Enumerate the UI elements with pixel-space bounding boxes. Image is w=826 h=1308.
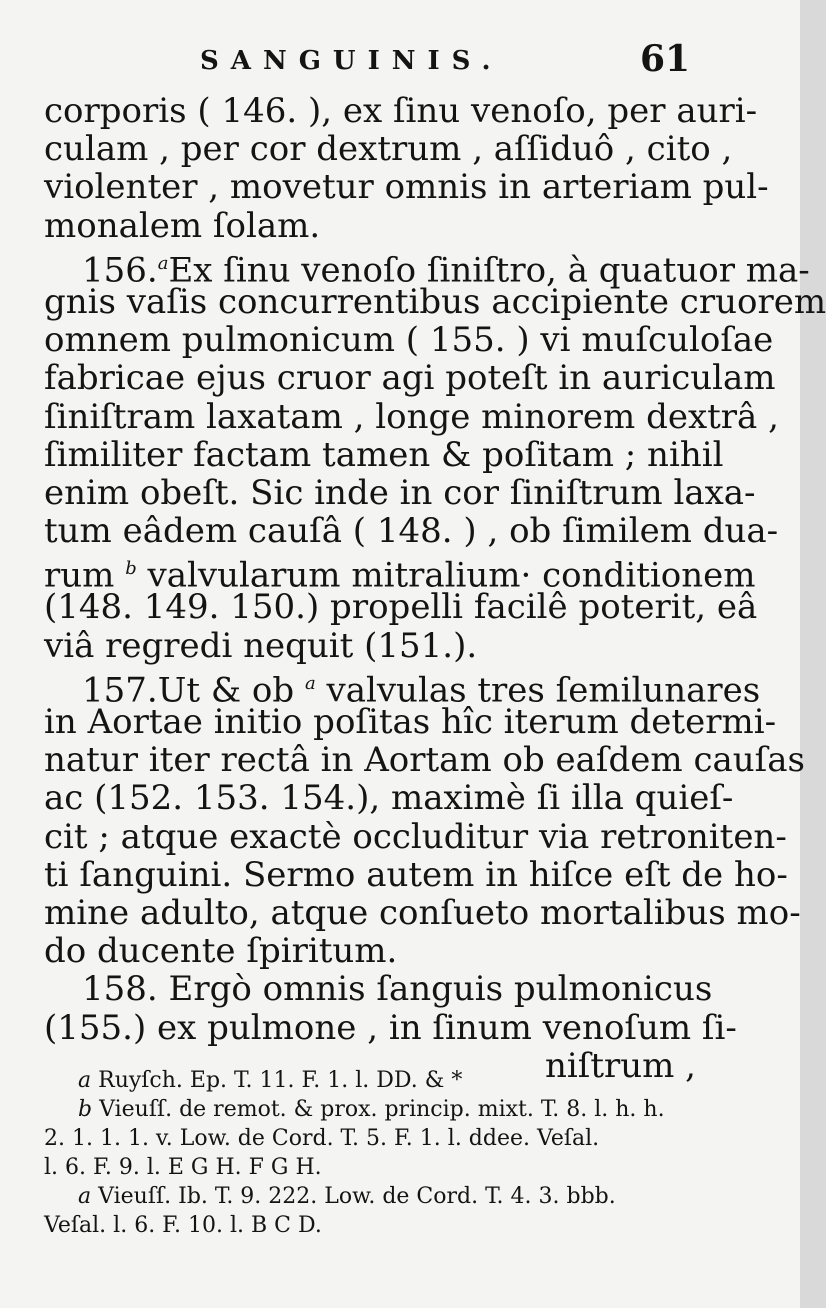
line-text: (155.) ex pulmone , in ſinum venoſum ſi- [44,1007,737,1048]
text-line [44,854,788,895]
text-line [44,587,758,628]
text-line [44,207,704,245]
text-line [44,281,826,322]
line-text: Ex ſinu venoſo ſiniſtro, à quatuor ma- [168,250,810,291]
text-line [44,702,777,742]
running-head: SANGUINIS. [200,46,503,76]
line-text: culam , per cor dextrum , aſſiduô , cito , [44,129,733,170]
line-text: valvulas tres ſemilunares [315,670,761,711]
footnote-marker: b [125,558,137,580]
footnote-line [44,1066,704,1095]
line-text: mine adulto, atque conſueto mortalibus mo- [44,892,801,933]
footnote-line [44,1211,704,1240]
footnote-line [44,1182,704,1211]
footnote-text: 2. 1. 1. 1. v. Low. de Cord. T. 5. F. 1. l. ddee. Veſal. [44,1126,600,1151]
text-line [44,129,733,170]
text-line [44,396,779,437]
text-line [44,320,774,361]
footnote-line [44,1124,704,1153]
text-line [44,472,756,513]
text-line [44,511,779,552]
text-line [44,245,810,291]
line-text: gnis vaſis concurrentibus accipiente cruorem [44,281,826,322]
text-line [44,434,724,475]
line-text: corporis ( 146. ), ex ſinu venoſo, per auri- [44,91,758,131]
paragraph-number: 157. [82,670,158,711]
text-line [44,665,761,711]
line-text: ac (152. 153. 154.), maximè ſi illa quieſ- [44,778,734,819]
line-text: in Aortae initio poſitas hîc iterum determi- [44,702,777,742]
text-line [44,358,776,399]
text-line [44,740,805,781]
line-text: (148. 149. 150.) propelli facilê poterit, eâ [44,587,758,628]
line-text: ſiniſtram laxatam , longe minorem dextrâ , [44,396,779,437]
line-text: do ducente ſpiritum. [44,931,398,972]
footnote-text: l. 6. F. 9. l. E G H. F G H. [44,1155,322,1180]
line-text: ti ſanguini. Sermo autem in hiſce eſt de ho- [44,854,788,895]
footnotes [44,1066,704,1240]
footnote-marker: a [304,672,316,694]
text-line [44,167,769,208]
line-text: tum eâdem cauſâ ( 148. ) , ob ſimilem dua- [44,511,779,552]
footnote-text: Ruyſch. Ep. T. 11. F. 1. l. DD. & * [98,1068,463,1093]
line-text: cit ; atque exactè occluditur via retroniten- [44,816,787,857]
text-line [44,550,756,596]
line-text: Ergò omnis ſanguis pulmonicus [168,969,713,1010]
text-line [44,627,704,665]
text-line [44,969,713,1010]
footnote-text: Veſal. l. 6. F. 10. l. B C D. [44,1213,322,1238]
line-text: rum [44,555,126,596]
line-text: ſimiliter factam tamen & poſitam ; nihil [44,434,724,475]
footnote-text: Vieuſſ. Ib. T. 9. 222. Low. de Cord. T. 4. 3. bbb. [98,1184,616,1209]
paragraph-number: 158. [82,969,158,1010]
text-line [44,778,734,819]
line-text: niſtrum , [544,1045,696,1086]
footnote-marker: a [78,1184,92,1209]
text-line [44,892,801,933]
line-text: natur iter rectâ in Aortam ob eaſdem cauſas [44,740,805,781]
page-header [0,38,800,88]
line-text: viâ regredi nequit (151.). [44,625,478,666]
text-line [44,816,787,857]
body-text [44,91,826,1086]
text-line [44,91,758,131]
footnote-marker: a [157,252,169,274]
line-text: fabricae ejus cruor agi poteſt in auriculam [44,358,776,399]
line-text: enim obeſt. Sic inde in cor ſiniſtrum laxa- [44,472,756,513]
line-text: Ut & ob [157,670,305,711]
line-text: monalem ſolam. [44,205,321,246]
text-line [44,1007,737,1048]
footnote-text: Vieuſſ. de remot. & prox. princip. mixt. T. 8. l. h. h. [99,1097,665,1122]
paragraph-number: 156. [82,250,158,291]
text-line [44,932,704,970]
footnote-line [44,1153,704,1182]
footnote-line [44,1095,704,1124]
line-text: omnem pulmonicum ( 155. ) vi muſculoſae [44,320,774,361]
page-number: 61 [640,38,691,80]
line-text: valvularum mitralium· conditionem [136,555,756,596]
footnote-marker: b [78,1097,93,1122]
line-text: violenter , movetur omnis in arteriam pul- [44,167,769,208]
footnote-marker: a [78,1068,92,1093]
